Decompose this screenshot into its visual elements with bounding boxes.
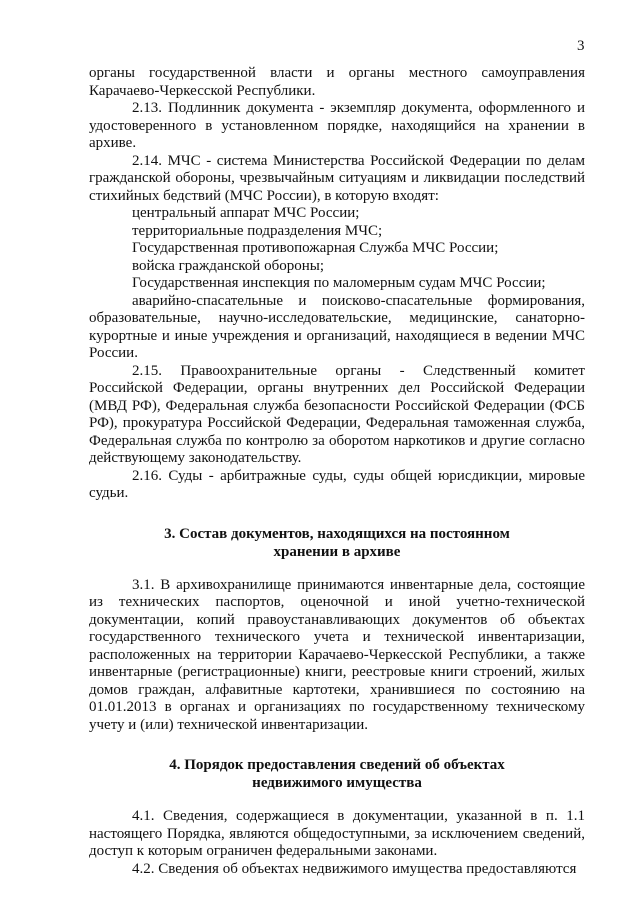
page-number: 3 xyxy=(577,38,585,54)
section-3-heading xyxy=(89,525,585,561)
paragraph-2-16: 2.16. Суды - арбитражные суды, суды общей юрисдикции, мировые судьи. xyxy=(89,467,585,501)
paragraph-4-2: 4.2. Сведения об объектах недвижимого имущества предоставляются xyxy=(132,860,577,877)
paragraph-2-14: 2.14. МЧС - система Министерства Российской Федерации по делам гражданской обороны, чрезвычайным ситуациям и ликвидации последствий стихийных бедствий (МЧС России), в которую входят: xyxy=(89,152,585,204)
section-3-heading-line-2: хранении в архиве xyxy=(273,543,401,560)
section-4-heading-line-1: 4. Порядок предоставления сведений об объектах xyxy=(169,757,505,773)
list-item: аварийно-спасательные и поисково-спасательные формирования, образовательные, научно-исследовательские, медицинские, санаторно-курортные и иные учреждения и организаций, находящиеся в ведении МЧС России. xyxy=(89,292,585,361)
paragraph-4-1: 4.1. Сведения, содержащиеся в документации, указанной в п. 1.1 настоящего Порядка, являются общедоступными, за исключением сведений, доступ к которым ограничен федеральными законами. xyxy=(89,808,585,859)
paragraph-2-15: 2.15. Правоохранительные органы - Следственный комитет Российской Федерации, органы внутренних дел Российской Федерации (МВД РФ), Федеральная служба безопасности Российской Федерации (ФСБ РФ), прокуратура Российской Федерации, Федеральная таможенная служба, Федеральная служба по контролю за оборотом наркотиков и другие согласно действующему законодательству. xyxy=(89,362,585,466)
section-3-heading-line-1: 3. Состав документов, находящихся на постоянном xyxy=(164,525,510,542)
section-4-heading xyxy=(89,756,585,792)
paragraph-2-12-continuation: органы государственной власти и органы местного самоуправления Карачаево-Черкесской Республики. xyxy=(89,65,585,99)
list-item: Государственная противопожарная Служба МЧС России; xyxy=(132,240,499,256)
list-item: войска гражданской обороны; xyxy=(132,257,324,274)
list-item: территориальные подразделения МЧС; xyxy=(132,222,383,239)
paragraph-2-13: 2.13. Подлинник документа - экземпляр документа, оформленного и удостоверенного в установленном порядке, находящийся на хранении в архиве. xyxy=(89,100,585,151)
document-body xyxy=(89,65,585,878)
list-item: Государственная инспекция по маломерным судам МЧС России; xyxy=(132,275,546,291)
section-4-heading-line-2: недвижимого имущества xyxy=(252,775,422,791)
list-item: центральный аппарат МЧС России; xyxy=(132,205,360,221)
paragraph-3-1: 3.1. В архивохранилище принимаются инвентарные дела, состоящие из технических паспортов, оценочной и иной учетно-технической документации, копий правоустанавливающих документов об объектах государственного технического учета и технической инвентаризации, расположенных на территории Карачаево-Черкесской Республики, а также инвентарные (регистрационные) книги, реестровые книги строений, жилых домов граждан, алфавитные картотеки, хранившиеся по состоянию на 01.01.2013 в органах и организациях по государственному техническому учету и (или) технической инвентаризации. xyxy=(89,576,585,733)
